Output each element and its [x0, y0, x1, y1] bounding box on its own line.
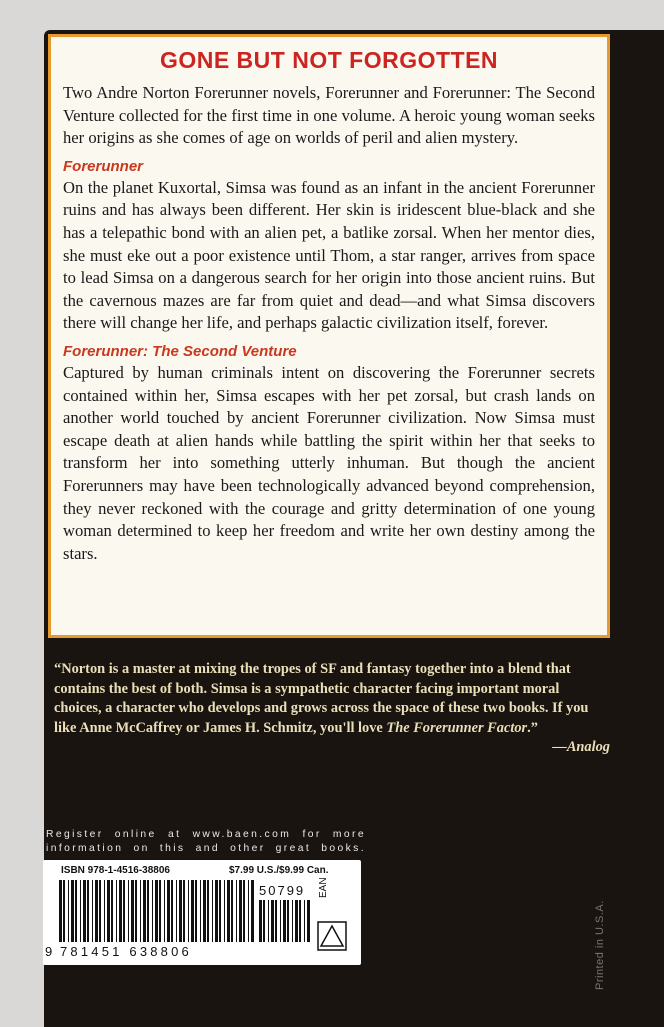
section-text-forerunner: On the planet Kuxortal, Simsa was found as an infant in the ancient Forerunner ruins and has always been different. Her skin is iridescent blue-black and she has a telepathic bond with an alien pet, a batlike zorsal. When her mentor dies, she must eke out a poor existence until Thom, a star ranger, arrives from space to lead Simsa on a dangerous search for her origin into those ancient ruins. But the cavernous mazes are far from quiet and dead—and what Simsa discovers there will change her life, and perhaps galactic civilization itself, forever.: [63, 177, 595, 333]
section-title-second-venture: Forerunner: The Second Venture: [63, 342, 297, 360]
review-attribution: —Analog: [552, 739, 610, 755]
review-quote-title: The Forerunner Factor: [386, 719, 528, 736]
barcode-lead-digit: 9: [45, 944, 53, 959]
barcode-digits: 781451 638806: [60, 944, 192, 959]
section-title-forerunner: Forerunner: [63, 157, 144, 175]
ean-label: EAN: [318, 877, 329, 898]
register-notice: Register online at www.baen.com for more information on this and other great books.: [46, 829, 366, 854]
addon-number: 50799: [259, 883, 306, 898]
review-quote-end: .”: [527, 719, 538, 736]
isbn-label: ISBN 978-1-4516-38806: [61, 865, 170, 876]
section-text-second-venture: Captured by human criminals intent on discovering the Forerunner secrets contained within her, Simsa escapes with her pet zorsal, but crash lands on another world touched by ancient Forerunner civilization. Now Simsa must escape death at alien hands while battling the spirit within her that seeks to transform her into something utterly inhuman. But though the ancient Forerunners may have been technologically advanced beyond comprehension, they never reckoned with the courage and gritty determination of one young woman determined to keep her freedom and write her own destiny among the stars.: [63, 362, 595, 563]
printed-in-label: Printed in U.S.A.: [594, 900, 606, 990]
review-quote: [54, 660, 610, 758]
price-label: $7.99 U.S./$9.99 Can.: [229, 865, 329, 876]
barcode-label: [43, 860, 361, 965]
blurb-panel: [48, 34, 610, 638]
intro-paragraph: Two Andre Norton Forerunner novels, Forerunner and Forerunner: The Second Venture collected for the first time in one volume. A heroic young woman seeks her origins as she comes of age on worlds of peril and alien mystery.: [63, 83, 595, 148]
headline: GONE BUT NOT FORGOTTEN: [159, 47, 499, 73]
review-quote-text: “Norton is a master at mixing the tropes of SF and fantasy together into a blend that contains the best of both. Simsa is a sympathetic character facing important moral choices, a character who develops and grows across the space of these two books. If you like Anne McCaffrey or James H. Schmitz, you'll love: [54, 661, 589, 736]
